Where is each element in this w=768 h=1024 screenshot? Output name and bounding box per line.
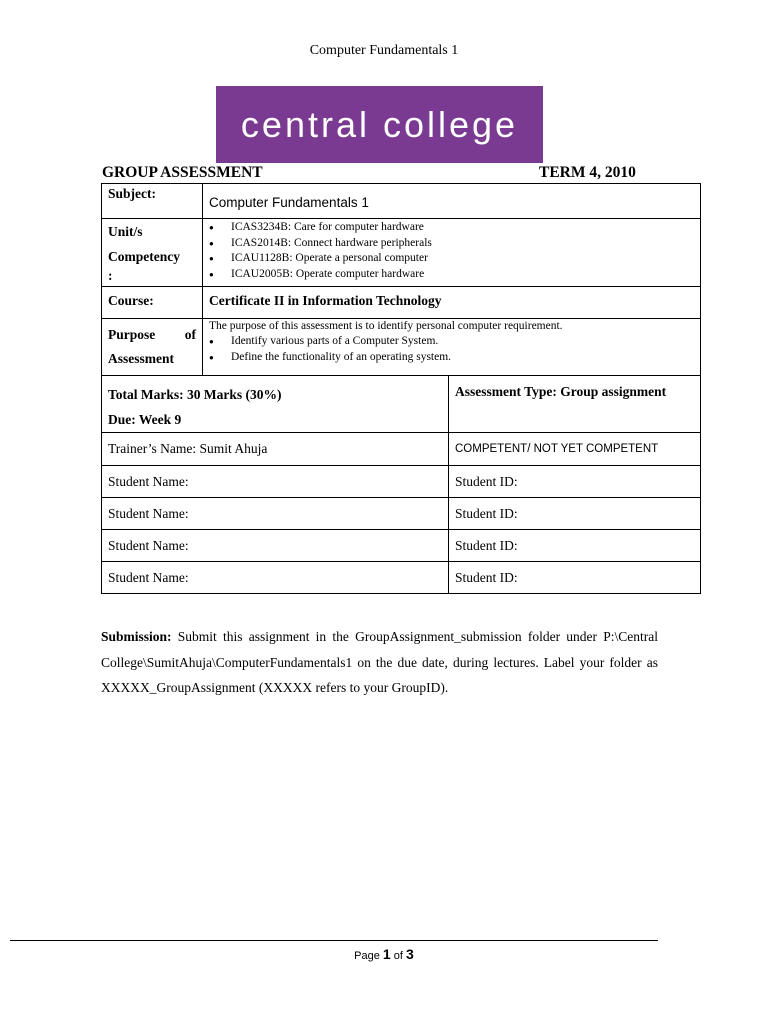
- subject-value: Computer Fundamentals 1: [203, 184, 701, 219]
- unit-item: ● ICAS3234B: Care for computer hardware: [231, 220, 694, 236]
- student-id-field[interactable]: Student ID:: [449, 498, 701, 530]
- purpose-list: [209, 334, 694, 365]
- trainer-row: [102, 433, 701, 466]
- student-row: [102, 498, 701, 530]
- logo-text: central college: [240, 103, 519, 145]
- purpose-label-word: Purpose: [108, 327, 156, 342]
- submission-text: Submit this assignment in the GroupAssignment_submission folder under P:\Central College\SumitAhuja\ComputerFundamentals1 on the due date, during lectures. Label your folder as XXXXX_GroupAssignment (XXXXX refers to your GroupID).: [101, 629, 658, 695]
- footer-divider: [10, 940, 658, 941]
- unit-label: [102, 219, 203, 287]
- purpose-row: [102, 319, 701, 376]
- footer-page-total: 3: [406, 946, 414, 962]
- purpose-label: [102, 319, 203, 376]
- student-row: [102, 530, 701, 562]
- course-label: Course:: [102, 287, 203, 319]
- page-footer: [0, 946, 768, 962]
- student-name-field[interactable]: Student Name:: [102, 466, 449, 498]
- student-id-field[interactable]: Student ID:: [449, 530, 701, 562]
- unit-row: [102, 219, 701, 287]
- student-name-field[interactable]: Student Name:: [102, 498, 449, 530]
- student-name-field[interactable]: Student Name:: [102, 562, 449, 594]
- purpose-intro: The purpose of this assessment is to identify personal computer requirement.: [209, 320, 563, 332]
- due-date: Due: Week 9: [108, 412, 182, 427]
- unit-label-line3: :: [108, 268, 113, 283]
- unit-item: ● ICAU2005B: Operate computer hardware: [231, 267, 694, 283]
- subject-label: Subject:: [102, 184, 203, 219]
- footer-page-word: Page: [354, 950, 380, 962]
- student-id-field[interactable]: Student ID:: [449, 562, 701, 594]
- college-logo: [216, 86, 543, 163]
- purpose-item: ● Identify various parts of a Computer System.: [231, 334, 694, 350]
- marks-row: [102, 376, 701, 433]
- purpose-label-of: of: [184, 327, 196, 342]
- assessment-type: Assessment Type: Group assignment: [449, 376, 701, 433]
- term-label: TERM 4, 2010: [539, 164, 636, 181]
- student-id-field[interactable]: Student ID:: [449, 466, 701, 498]
- assessment-cover-table: [101, 183, 701, 594]
- total-marks: Total Marks: 30 Marks (30%): [108, 387, 282, 402]
- unit-label-line1: Unit/s: [108, 224, 143, 239]
- student-row: [102, 466, 701, 498]
- assessment-title: GROUP ASSESSMENT: [102, 164, 263, 181]
- unit-item: ● ICAU1128B: Operate a personal computer: [231, 251, 694, 267]
- student-name-field[interactable]: Student Name:: [102, 530, 449, 562]
- purpose-cell: [203, 319, 701, 376]
- course-row: [102, 287, 701, 319]
- unit-list-cell: [203, 219, 701, 287]
- purpose-item: ● Define the functionality of an operating system.: [231, 350, 694, 366]
- submission-paragraph: [101, 624, 658, 701]
- footer-page-number: 1: [382, 946, 391, 962]
- unit-label-line2: Competency: [108, 249, 180, 264]
- course-value: Certificate II in Information Technology: [203, 287, 701, 319]
- subject-row: [102, 184, 701, 219]
- purpose-label-assessment: Assessment: [108, 351, 174, 366]
- competency-status: COMPETENT/ NOT YET COMPETENT: [449, 433, 701, 466]
- footer-of-word: of: [393, 950, 403, 962]
- student-row: [102, 562, 701, 594]
- running-header: Computer Fundamentals 1: [309, 43, 459, 58]
- unit-item: ● ICAS2014B: Connect hardware peripherals: [231, 236, 694, 252]
- trainer-name: Trainer’s Name: Sumit Ahuja: [102, 433, 449, 466]
- marks-cell: [102, 376, 449, 433]
- unit-list: [209, 220, 694, 283]
- submission-label: Submission:: [101, 629, 172, 644]
